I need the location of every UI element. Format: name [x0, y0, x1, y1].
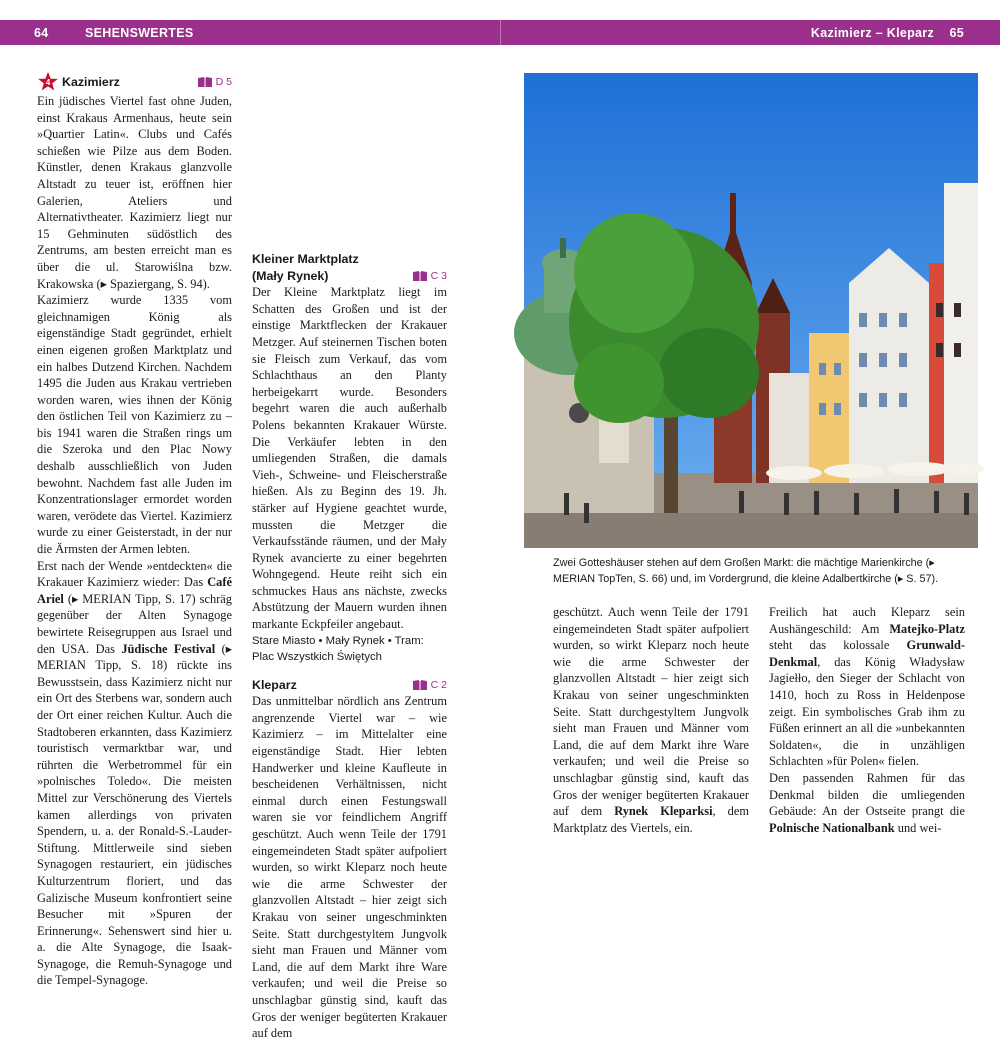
- bold-term: Grunwald-Denkmal: [769, 638, 965, 669]
- paragraph: Der Kleine Marktplatz liegt im Schatten des Großen und ist der einstige Marktflecken der Krakauer Metzger. Auf steinernen Tischen boten sie Fleisch zum Verkauf, das vom Schlachthaus an den Planty herbeigekarrt wurde. Besonders begehrt waren die auch außerhalb Polens bekannten Krakauer Würste. Die Verkäufer lebten in den umliegenden Straßen, die damals Vieh-, Schweine- und Fleischerstraße hießen. Als zu Beginn des 19. Jh. stärker auf Hygiene geachtet wurde, mussten die Metzger die Verkaufsstände räumen, und der Mały Rynek avancierte zu einer begehrten Wohngegend. Heute reiht sich ein schmuckes Haus ans nächste, zwecks Abstützung der Mauern wurden ihnen markante Eckpfeiler angebaut.: [252, 285, 447, 632]
- bold-term: Rynek Kleparksi: [614, 804, 713, 819]
- paragraph-kleparz-start: Das unmittelbar nördlich ans Zentrum angrenzende Viertel war – wie Kazimierz – im Mittelalter eine eigenständige Stadt. Hier lebten Handwerker und kleine Kaufleute in bescheidenen Verhältnissen, nicht einmal durch einen Festungswall waren sie vor feindlichem Angriff geschützt. Auch wenn Teile der 1791 eingemeindeten Stadt später aufpoliert wurden, so wirkt Kleparz noch heute wie die arme Schwester der glanzvollen Altstadt – hier zeigt sich Krakau von seiner ungeschminkten Seite. Statt durchgestyltem Jungvolk sieht man Frauen und Männer vom Land, die auf dem Markt ihre Ware verkaufen; und weil die Preise so unschlagbar günstig sind, kauft das Gros der weniger begüterten Krakauer auf dem: [252, 694, 447, 1041]
- paragraph: Erst nach der Wende »entdeckten« die Krakauer Kazimierz wieder: Das Café Ariel (▸ MERIAN Tipp, S. 17) schräg gegenüber der Alten Synagoge bewirtete Reisegruppen aus Israel und den USA. Das Jüdische Festival (▸ MERIAN Tipp, S. 18) rückte ins Bewusstsein, dass Kazimierz nicht nur ein Ort des Sterbens war, sondern auch der Ort einer reichen Kultur. Auch die Stadtoberen erkannten, dass Kazimierz touristisch vermarktbar war, und rührten die Werbetrommel für ein »polnisches Toledo«. Die meisten Mittel zur Verschönerung des Viertels kamen allerdings von privaten Spendern, u. a. der Ronald-S.-Lauder-Stiftung. Mittlerweile sind sieben Synagogen restauriert, ein jüdisches Kulturzentrum floriert, und das Galizische Museum konfrontiert seine Besucher mit »Spuren der Erinnerung«. Sehenswert sind hier u. a. die Alte Synagoge, die Isaak-Synagoge, die Remuh-Synagoge und die Tempel-Synagoge.: [37, 558, 232, 988]
- page-number-left: 64: [34, 26, 49, 40]
- map-book-icon: [413, 680, 427, 690]
- column-4: [769, 604, 965, 836]
- photo-caption: Zwei Gotteshäuser stehen auf dem Großen Markt: die mächtige Marienkirche (▸ MERIAN TopTen, S. 66) und, im Vordergrund, die kleine Adalbertkirche (▸ S. 57).: [553, 557, 939, 585]
- entry-title: Kazimierz: [62, 74, 120, 89]
- paragraph-kleparz-continued: geschützt. Auch wenn Teile der 1791 eingemeindeten Stadt später aufpoliert wurden, so wirkt Kleparz noch heute wie die arme Schwester der glanzvollen Altstadt – hier zeigt sich Krakau von seiner ungeschminkten Seite. Statt durchgestyltem Jungvolk sieht man Frauen und Männer vom Land, die auf dem Markt ihre Ware verkaufen; und weil die Preise so unschlagbar günstig sind, kauft das Gros der weniger begüterten Krakauer auf dem Rynek Kleparksi, dem Marktplatz des Viertels, ein.: [553, 605, 749, 835]
- paragraph: Den passenden Rahmen für das Denkmal bilden die umliegenden Gebäude: An der Ostseite prangt die Polnische Nationalbank und wei-: [769, 770, 965, 835]
- map-book-icon: [413, 271, 427, 281]
- map-reference: C 2: [413, 677, 447, 694]
- map-reference: [198, 74, 232, 91]
- bold-term: Café Ariel: [37, 575, 232, 606]
- entry-heading-kleiner-marktplatz: Kleiner Marktplatz (Mały Rynek) C 3: [252, 252, 447, 283]
- map-reference: C 3: [413, 268, 447, 285]
- paragraph: Ein jüdisches Viertel fast ohne Juden, einst Krakaus Armenhaus, heute sein »Quartier Latin«. Clubs und Cafés schießen wie Pilze aus dem Boden. Künstler, denen Krakaus glanzvolle Altstadt zu teuer ist, eröffnen hier Galerien, Ateliers und Alternativtheater. Kazimierz liegt nur 15 Gehminuten südöstlich des Zentrums, am besten erreicht man es über die ul. Starowiślna bzw. Krakowska (▸ Spaziergang, S. 94).: [37, 94, 232, 291]
- star-number-icon: [37, 71, 59, 93]
- bold-term: Polnische Nationalbank: [769, 820, 895, 835]
- entry-heading-kleparz: Kleparz C 2: [252, 677, 447, 692]
- section-title-right: Kazimierz – Kleparz: [810, 26, 934, 40]
- photo-illustration: [524, 73, 978, 548]
- entry-heading-kazimierz: [37, 71, 232, 93]
- entry-number: 4: [45, 77, 51, 87]
- map-ref-text: D 5: [215, 75, 232, 88]
- page-number-right: 65: [949, 26, 964, 40]
- column-1: [37, 71, 232, 989]
- paragraph: Freilich hat auch Kleparz sein Aushängeschild: Am Matejko-Platz steht das kolossale Grunwald-Denkmal, das König Władysław Jagiełło, den Sieger der Schlacht von 1410, hoch zu Ross in Heldenpose zeigt. Ein symbolisches Grab ihm zu Füßen erinnert an all die »unbekannten Soldaten«, die in unzähligen Schlachten »für Polen« fielen.: [769, 605, 965, 769]
- column-continuation-space: [252, 71, 447, 251]
- map-book-icon: [198, 77, 212, 87]
- photo-market-square: [524, 73, 978, 548]
- column-2: [252, 71, 447, 1041]
- section-title-left: SEHENSWERTES: [85, 26, 194, 40]
- paragraph: Kazimierz wurde 1335 vom gleichnamigen König als eigenständige Stadt gegründet, erhielt einen eigenen großen Marktplatz und ein halbes Dutzend Kirchen. Nachdem 1495 die Juden aus Krakau vertrieben worden waren, wies ihnen der König den östlichen Teil von Kazimierz zu – bis 1941 waren die Straßen rings um die Szeroka und den Plac Nowy deshalb ausschließlich von Juden bewohnt. Nachdem fast alle Juden im Konzentrationslager ermordet worden waren, verödete das Viertel. Kazimierz wurde zu einer Geisterstadt, in der nur die Ärmsten der Armen lebten.: [37, 293, 232, 557]
- page-header: [0, 20, 1000, 45]
- column-3: [553, 604, 749, 836]
- header-divider: [500, 20, 501, 45]
- bold-term: Matejko-Platz: [889, 621, 965, 636]
- bold-term: Jüdische Festival: [121, 641, 216, 656]
- spacer: [252, 665, 447, 677]
- transit-info: Stare Miasto • Mały Rynek • Tram: Plac Wszystkich Świętych: [252, 634, 424, 663]
